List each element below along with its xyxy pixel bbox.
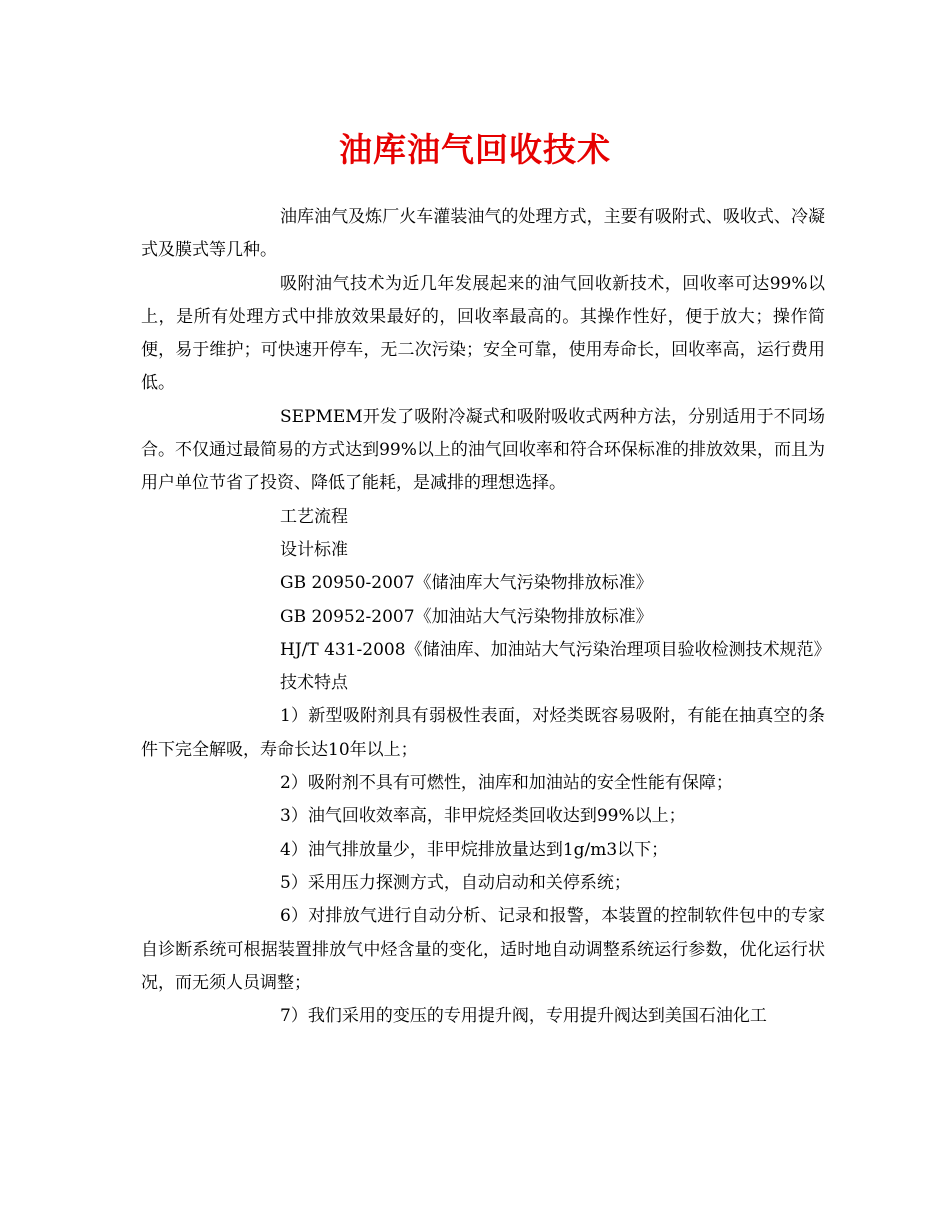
feature-item-6: 6）对排放气进行自动分析、记录和报警，本装置的控制软件包中的专家自诊断系统可根据装置排放气中烃含量的变化，适时地自动调整系统运行参数，优化运行状况，而无须人员调整； [141,906,825,993]
standard-gb-20952: GB 20952-2007《加油站大气污染物排放标准》 [280,606,653,627]
paragraph-sepmem: SEPMEM开发了吸附冷凝式和吸附吸收式两种方法，分别适用于不同场合。不仅通过最简易的方式达到99%以上的油气回收率和符合环保标准的排放效果，而且为用户单位节省了投资、降低了能耗，是减排的理想选择。 [141,406,825,494]
heading-technical-features: 技术特点 [280,673,348,694]
paragraph-intro: 油库油气及炼厂火车灌装油气的处理方式，主要有吸附式、吸收式、冷凝式及膜式等几种。 [141,207,825,261]
standard-hjt-431: HJ/T 431-2008《储油库、加油站大气污染治理项目验收检测技术规范》 [280,639,831,660]
feature-item-3: 3）油气回收效率高，非甲烷烃类回收达到99%以上； [280,806,686,827]
feature-item-1: 1）新型吸附剂具有弱极性表面，对烃类既容易吸附，有能在抽真空的条件下完全解吸，寿命长达10年以上； [141,706,825,760]
feature-item-4: 4）油气排放量少，非甲烷排放量达到1g/m3以下； [280,839,669,860]
heading-process-flow: 工艺流程 [280,506,348,527]
heading-design-standards: 设计标准 [280,539,348,560]
document-body [141,201,831,1033]
document-title: 油库油气回收技术 [339,130,611,169]
feature-item-2: 2）吸附剂不具有可燃性，油库和加油站的安全性能有保障； [280,773,733,794]
feature-item-7: 7）我们采用的变压的专用提升阀，专用提升阀达到美国石油化工 [280,1006,767,1027]
feature-item-5: 5）采用压力探测方式，自动启动和关停系统； [280,872,631,893]
standard-gb-20950: GB 20950-2007《储油库大气污染物排放标准》 [280,573,653,594]
paragraph-adsorption: 吸附油气技术为近几年发展起来的油气回收新技术，回收率可达99%以上，是所有处理方式中排放效果最好的，回收率最高的。其操作性好，便于放大；操作简便，易于维护；可快速开停车，无二次污染；安全可靠，使用寿命长，回收率高，运行费用低。 [141,273,825,394]
